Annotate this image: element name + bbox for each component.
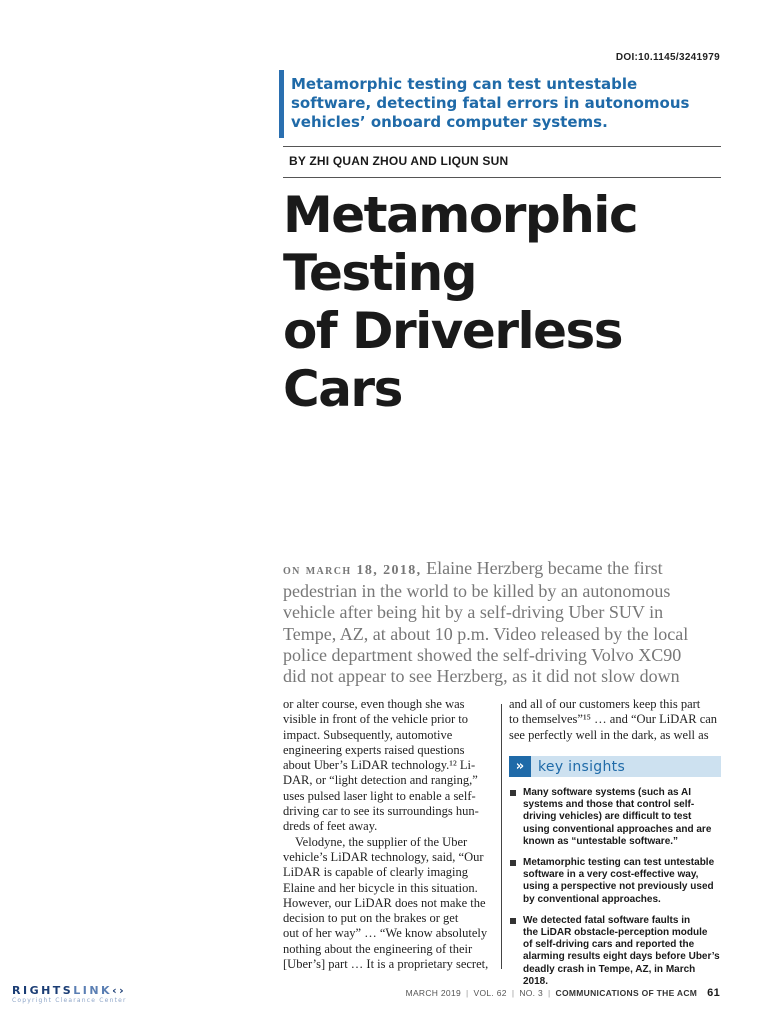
issue-date: MARCH 2019	[405, 988, 461, 998]
body-line: impact. Subsequently, automotive	[283, 727, 453, 742]
key-insights-label: key insights	[538, 758, 626, 775]
list-item: We detected fatal software faults in the LiDAR obstacle-perception module of self-driving cars and reported the alarming results eight days before Uber’s deadly crash in Tempe, AZ, in March 2018.	[509, 915, 721, 988]
body-line: driving car to see its surroundings hun-	[283, 804, 479, 819]
deck-line: software, detecting fatal errors in autonomous	[291, 94, 690, 112]
divider-bottom	[283, 177, 721, 178]
title-line: of Driverless	[283, 302, 623, 360]
page-number: 61	[707, 987, 720, 999]
page-footer	[406, 987, 720, 999]
lead-line: did not appear to see Herzberg, as it did not slow down	[283, 666, 680, 687]
footer-separator: |	[466, 988, 469, 998]
arrows-icon: ‹›	[112, 984, 127, 997]
rightslink-wordmark: RIGHTSLINK‹›	[12, 984, 127, 997]
byline: BY ZHI QUAN ZHOU AND LIQUN SUN	[289, 154, 509, 168]
lead-line: vehicle after being hit by a self-driving Uber SUV in	[283, 602, 664, 623]
key-insights-list	[509, 787, 721, 997]
square-bullet-icon	[510, 860, 516, 866]
body-line: Velodyne, the supplier of the Uber	[295, 834, 468, 849]
list-item: Many software systems (such as AI systems and those that control self- driving vehicles) are difficult to test using conventional approaches and are known as “untestable software.”	[509, 787, 721, 848]
issue-number: NO. 3	[519, 988, 544, 998]
footer-separator: |	[548, 988, 551, 998]
lead-line: Tempe, AZ, at about 10 p.m. Video released by the local	[283, 623, 689, 644]
body-line: to themselves”¹⁵ … and “Our LiDAR can	[509, 712, 718, 727]
rightslink-subtitle: Copyright Clearance Center	[12, 997, 127, 1004]
article-deck	[291, 75, 731, 132]
key-insights-header	[509, 756, 721, 777]
body-line: nothing about the engineering of their	[283, 941, 473, 956]
lead-line: pedestrian in the world to be killed by an autonomous	[283, 581, 671, 602]
issue-volume: VOL. 62	[473, 988, 507, 998]
footer-separator: |	[511, 988, 515, 998]
body-line: [Uber’s] part … It is a proprietary secret,	[283, 957, 489, 972]
body-line: see perfectly well in the dark, as well as	[509, 727, 709, 742]
body-line: DAR, or “light detection and ranging,”	[283, 773, 478, 788]
list-item: Metamorphic testing can test untestable software in a very cost-effective way, using a perspective not previously used by conventional approaches.	[509, 857, 721, 906]
body-line: or alter course, even though she was	[283, 697, 465, 711]
double-chevron-right-icon: »	[509, 756, 531, 777]
lead-smallcaps: on march 18, 2018,	[283, 563, 422, 578]
deck-line: Metamorphic testing can test untestable	[291, 75, 638, 93]
lead-line: on march 18, 2018, Elaine Herzberg became the first	[283, 558, 663, 578]
body-line: and all of our customers keep this part	[509, 697, 701, 711]
body-line: decision to put on the brakes or get	[283, 911, 459, 926]
square-bullet-icon	[510, 790, 516, 796]
square-bullet-icon	[510, 918, 516, 924]
body-line: engineering experts raised questions	[283, 742, 465, 757]
body-line: visible in front of the vehicle prior to	[283, 712, 469, 727]
body-column-left	[283, 697, 493, 972]
title-line: Testing	[283, 244, 477, 302]
doi-label: DOI:10.1145/3241979	[615, 52, 720, 63]
title-line: Cars	[283, 360, 402, 418]
deck-line: vehicles’ onboard computer systems.	[291, 113, 608, 131]
body-line: LiDAR is capable of clearly imaging	[283, 865, 469, 880]
column-divider	[501, 704, 502, 969]
lead-line: police department showed the self-driving Volvo XC90	[283, 644, 682, 665]
body-line: out of her way” … “We know absolutely	[283, 926, 488, 941]
body-line: dreds of feet away.	[283, 819, 378, 834]
divider-top	[283, 146, 721, 147]
rightslink-logo[interactable]	[12, 984, 127, 1004]
body-line: about Uber’s LiDAR technology.¹² Li-	[283, 758, 476, 773]
body-line: uses pulsed laser light to enable a self-	[283, 788, 476, 803]
title-line: Metamorphic	[283, 186, 638, 244]
deck-accent-bar	[279, 70, 284, 138]
magazine-name: COMMUNICATIONS OF THE ACM	[555, 988, 698, 998]
lead-paragraph	[283, 558, 731, 687]
body-line: Elaine and her bicycle in this situation.	[283, 880, 478, 895]
article-title	[283, 186, 743, 418]
body-column-right	[509, 697, 721, 743]
body-line: However, our LiDAR does not make the	[283, 895, 486, 910]
body-line: vehicle’s LiDAR technology, said, “Our	[283, 849, 484, 864]
